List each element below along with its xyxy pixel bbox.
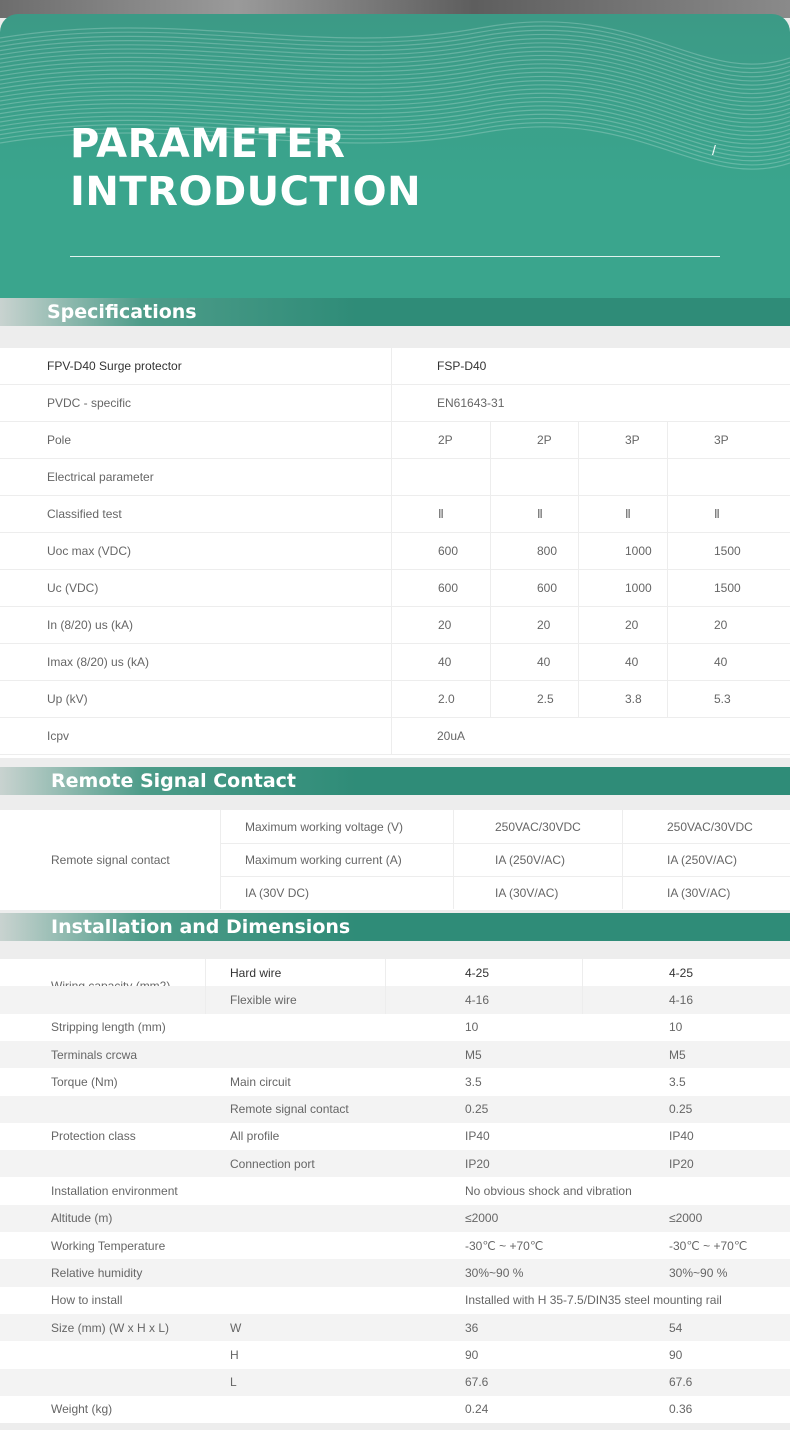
- row-divider: [220, 876, 790, 877]
- row-value: 20: [537, 618, 551, 632]
- row-value: 40: [537, 655, 551, 669]
- column-divider: [667, 422, 668, 718]
- row-value: M5: [465, 1047, 482, 1062]
- remote-param: Maximum working current (A): [245, 852, 402, 867]
- table-row: [0, 1096, 790, 1123]
- row-sublabel: Remote signal contact: [230, 1102, 349, 1117]
- remote-param: Maximum working voltage (V): [245, 819, 404, 834]
- row-value: 600: [537, 581, 558, 595]
- row-value: Ⅱ: [537, 507, 543, 521]
- remote-value: IA (30V/AC): [495, 885, 559, 900]
- row-label: Icpv: [47, 729, 70, 743]
- table-row: [0, 1150, 790, 1177]
- row-value: -30℃ ~ +70℃: [465, 1238, 544, 1253]
- row-value: Ⅱ: [438, 507, 444, 521]
- row-label: How to install: [51, 1293, 123, 1308]
- row-value: 10: [669, 1020, 683, 1035]
- row-value: Ⅱ: [625, 507, 631, 521]
- row-value: 1000: [625, 581, 652, 595]
- row-label: Electrical parameter: [47, 470, 154, 484]
- row-value: 30%~90 %: [669, 1265, 728, 1280]
- row-label: Imax (8/20) us (kA): [47, 655, 150, 669]
- table-row: [0, 1068, 790, 1095]
- title-line-1: PARAMETER: [70, 121, 346, 167]
- row-value: 600: [438, 581, 459, 595]
- row-value: IP40: [669, 1129, 694, 1144]
- row-sublabel: Flexible wire: [230, 992, 297, 1007]
- hero-divider: [70, 256, 720, 257]
- row-value: 800: [537, 544, 558, 558]
- row-label: Torque (Nm): [51, 1074, 118, 1089]
- column-divider: [578, 422, 579, 718]
- column-divider: [220, 810, 221, 909]
- row-value: 4-25: [465, 965, 490, 980]
- row-value: 1500: [714, 581, 741, 595]
- table-row: [0, 570, 790, 607]
- row-label: Stripping length (mm): [51, 1020, 166, 1035]
- row-value: 2P: [537, 433, 552, 447]
- spec-header-label: FPV-D40 Surge protector: [47, 359, 182, 373]
- row-label: Up (kV): [47, 692, 88, 706]
- remote-value: IA (30V/AC): [667, 885, 731, 900]
- row-label: Protection class: [51, 1129, 136, 1144]
- table-row: [0, 1177, 790, 1204]
- row-value: No obvious shock and vibration: [465, 1184, 632, 1199]
- remote-value: IA (250V/AC): [495, 852, 566, 867]
- row-label: Classified test: [47, 507, 122, 521]
- row-value: 0.24: [465, 1402, 489, 1417]
- row-value: 40: [438, 655, 452, 669]
- row-value: 1500: [714, 544, 741, 558]
- row-label: Uc (VDC): [47, 581, 99, 595]
- section-title: Specifications: [47, 301, 197, 323]
- row-value: 10: [465, 1020, 479, 1035]
- section-title: Installation and Dimensions: [51, 916, 351, 938]
- row-value: 3.5: [465, 1074, 482, 1089]
- table-row: [0, 1041, 790, 1068]
- section-header-installation: [0, 913, 790, 941]
- column-divider: [205, 959, 206, 1014]
- row-value: 3.5: [669, 1074, 686, 1089]
- table-row: [0, 1369, 790, 1396]
- row-label: Working Temperature: [51, 1238, 166, 1253]
- hero-banner: [0, 14, 790, 300]
- row-value: 20: [438, 618, 452, 632]
- row-value: 90: [465, 1347, 479, 1362]
- column-divider: [490, 422, 491, 718]
- row-label: PVDC - specific: [47, 396, 132, 410]
- column-divider: [453, 810, 454, 909]
- row-label: Pole: [47, 433, 72, 447]
- spec-header-model: FSP-D40: [437, 359, 487, 373]
- row-value: 4-16: [465, 992, 490, 1007]
- row-sublabel: W: [230, 1320, 242, 1335]
- remote-label: Remote signal contact: [51, 852, 170, 867]
- table-row: [0, 1014, 790, 1041]
- row-value: 5.3: [714, 692, 731, 706]
- remote-param: IA (30V DC): [245, 885, 310, 900]
- table-row: [0, 1232, 790, 1259]
- row-value: 3.8: [625, 692, 642, 706]
- row-value: 54: [669, 1320, 683, 1335]
- row-value: 4-25: [669, 965, 694, 980]
- table-row: [0, 607, 790, 644]
- table-row: [0, 1341, 790, 1368]
- table-row: [0, 533, 790, 570]
- section-title: Remote Signal Contact: [51, 770, 296, 792]
- row-value: 90: [669, 1347, 683, 1362]
- section-header-specifications: [0, 298, 790, 326]
- table-row: [0, 1287, 790, 1314]
- row-value: ≤2000: [465, 1211, 499, 1226]
- row-label: Weight (kg): [51, 1402, 113, 1417]
- row-value: IP20: [465, 1156, 490, 1171]
- column-divider: [385, 959, 386, 1014]
- row-label: Installation environment: [51, 1184, 178, 1199]
- row-value: 67.6: [669, 1375, 693, 1390]
- remote-signal-table: [0, 810, 790, 910]
- title-line-2: INTRODUCTION: [70, 169, 422, 215]
- table-row: [0, 496, 790, 533]
- row-value: Installed with H 35-7.5/DIN35 steel mounting rail: [465, 1293, 722, 1308]
- table-row: [0, 681, 790, 718]
- specifications-table: [0, 348, 790, 758]
- row-value: 2.0: [438, 692, 455, 706]
- remote-value: 250VAC/30VDC: [495, 819, 581, 834]
- hero-slash: /: [712, 142, 716, 158]
- table-row: [0, 1123, 790, 1150]
- page-title: [70, 120, 421, 216]
- row-value: IP20: [669, 1156, 694, 1171]
- column-divider: [391, 348, 392, 755]
- row-label: Terminals crcwa: [51, 1047, 138, 1062]
- row-value: 20: [625, 618, 639, 632]
- row-value: 20: [714, 618, 728, 632]
- row-value: -30℃ ~ +70℃: [669, 1238, 748, 1253]
- table-row: [0, 1396, 790, 1423]
- row-value: 67.6: [465, 1375, 489, 1390]
- row-value: 0.25: [465, 1102, 489, 1117]
- table-row: [0, 1314, 790, 1341]
- row-value: ≤2000: [669, 1211, 703, 1226]
- row-label: Relative humidity: [51, 1265, 143, 1280]
- row-sublabel: All profile: [230, 1129, 280, 1144]
- row-value: 0.25: [669, 1102, 693, 1117]
- row-value: Ⅱ: [714, 507, 720, 521]
- row-sublabel: Connection port: [230, 1156, 315, 1171]
- row-label: Uoc max (VDC): [47, 544, 132, 558]
- row-value: 30%~90 %: [465, 1265, 524, 1280]
- row-sublabel: Main circuit: [230, 1074, 291, 1089]
- row-value: IP40: [465, 1129, 490, 1144]
- table-row: [0, 385, 790, 422]
- row-value: 2.5: [537, 692, 554, 706]
- installation-table: [0, 959, 790, 1423]
- row-value: 3P: [714, 433, 729, 447]
- row-value: 3P: [625, 433, 640, 447]
- row-value: 4-16: [669, 992, 694, 1007]
- table-row: [0, 718, 790, 755]
- remote-value: 250VAC/30VDC: [667, 819, 753, 834]
- table-row: [0, 986, 790, 1013]
- row-value: 2P: [438, 433, 453, 447]
- row-value: EN61643-31: [437, 396, 505, 410]
- row-value: 20uA: [437, 729, 466, 743]
- table-row: [0, 644, 790, 681]
- row-divider: [220, 843, 790, 844]
- column-divider: [582, 959, 583, 1014]
- row-label: Size (mm) (W x H x L): [51, 1320, 169, 1335]
- column-divider: [622, 810, 623, 909]
- table-row: [0, 1259, 790, 1286]
- row-value: 600: [438, 544, 459, 558]
- row-value: 0.36: [669, 1402, 693, 1417]
- row-sublabel: L: [230, 1375, 237, 1390]
- row-sublabel: H: [230, 1347, 239, 1362]
- table-row: [0, 422, 790, 459]
- row-value: M5: [669, 1047, 686, 1062]
- row-label: Altitude (m): [51, 1211, 113, 1226]
- remote-value: IA (250V/AC): [667, 852, 738, 867]
- row-value: 1000: [625, 544, 652, 558]
- spec-header-row: [0, 348, 790, 385]
- row-label: In (8/20) us (kA): [47, 618, 134, 632]
- table-row: [0, 1205, 790, 1232]
- table-row: [0, 459, 790, 496]
- section-header-remote-signal: [0, 767, 790, 795]
- row-value: 40: [714, 655, 728, 669]
- row-sublabel: Hard wire: [230, 965, 282, 980]
- row-value: 40: [625, 655, 639, 669]
- row-value: 36: [465, 1320, 479, 1335]
